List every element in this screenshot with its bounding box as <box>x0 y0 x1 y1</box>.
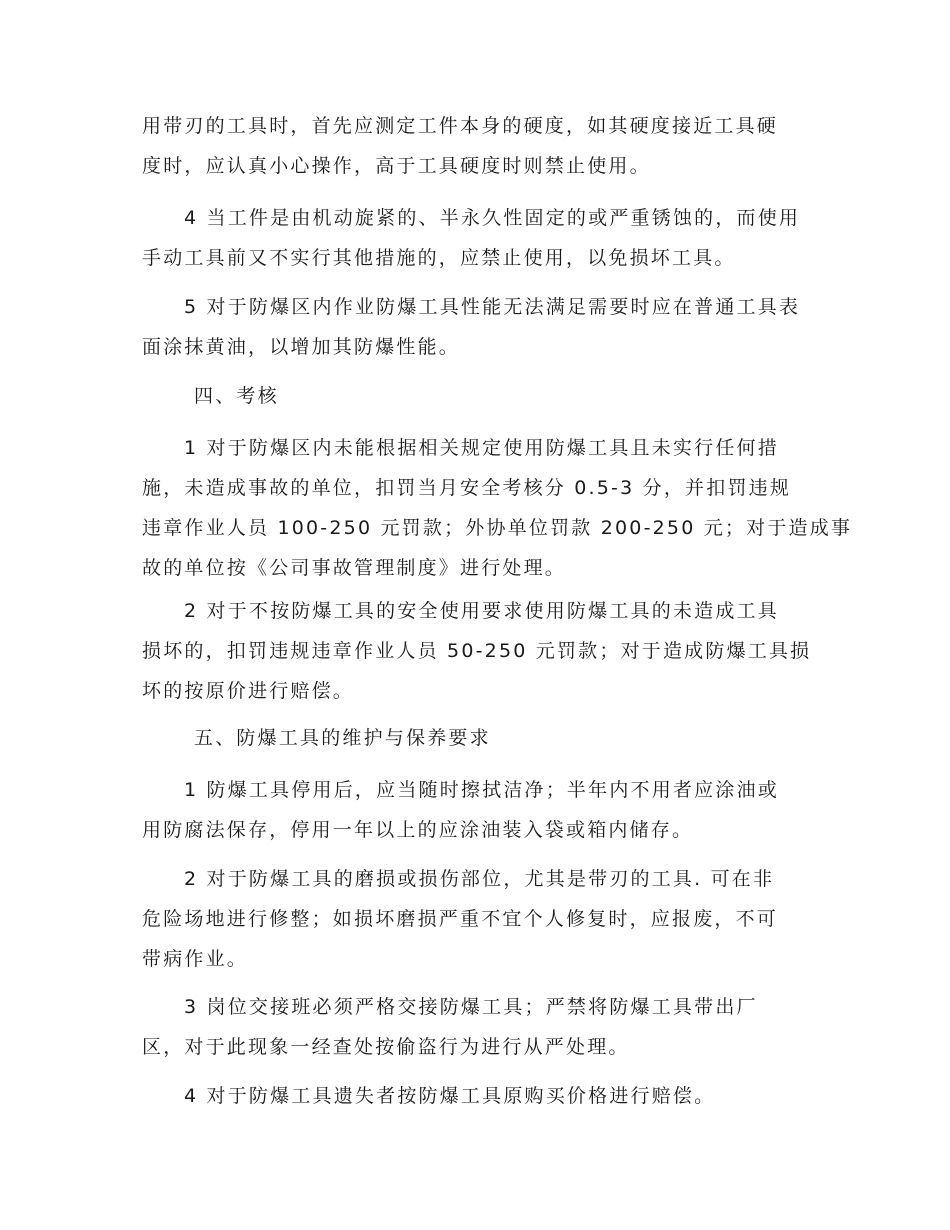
text-line: 1 对于防爆区内未能根据相关规定使用防爆工具且未实行任何措 <box>184 437 779 459</box>
text-line: 面涂抹黄油，以增加其防爆性能。 <box>142 336 461 358</box>
paragraph-assessment-1 <box>142 432 853 584</box>
text-line: 度时，应认真小心操作，高于工具硬度时则禁止使用。 <box>142 155 651 177</box>
paragraph-item-4 <box>142 202 810 274</box>
text-line: 2 对于不按防爆工具的安全使用要求使用防爆工具的未造成工具 <box>184 600 779 622</box>
text-line: 损坏的，扣罚违规违章作业人员 50-250 元罚款；对于造成防爆工具损 <box>142 640 812 662</box>
text-line: 违章作业人员 100-250 元罚款；外协单位罚款 200-250 元；对于造成事 <box>142 517 853 539</box>
text-line: 1 防爆工具停用后，应当随时擦拭洁净；半年内不用者应涂油或 <box>184 779 779 801</box>
text-line: 带病作业。 <box>142 948 249 970</box>
paragraph-continuation <box>142 110 810 182</box>
paragraph-maintenance-2 <box>142 863 810 975</box>
section-heading-maintenance <box>142 722 810 754</box>
text-line: 危险场地进行修整；如损坏磨损严重不宜个人修复时，应报废，不可 <box>142 908 779 930</box>
text-line: 故的单位按《公司事故管理制度》进行处理。 <box>142 557 567 579</box>
heading-text: 四、考核 <box>194 385 279 407</box>
heading-text: 五、防爆工具的维护与保养要求 <box>194 727 491 749</box>
text-line: 4 对于防爆工具遗失者按防爆工具原购买价格进行赔偿。 <box>184 1085 716 1107</box>
text-line: 4 当工件是由机动旋紧的、半永久性固定的或严重锈蚀的，而使用 <box>184 207 801 229</box>
text-line: 手动工具前又不实行其他措施的，应禁止使用，以免损坏工具。 <box>142 247 736 269</box>
text-line: 用带刃的工具时，首先应测定工件本身的硬度，如其硬度接近工具硬 <box>142 115 779 137</box>
text-line: 3 岗位交接班必须严格交接防爆工具；严禁将防爆工具带出厂 <box>184 996 758 1018</box>
section-heading-assessment <box>142 380 810 412</box>
paragraph-maintenance-4 <box>142 1080 810 1112</box>
paragraph-item-5 <box>142 291 810 363</box>
text-line: 用防腐法保存，停用一年以上的应涂油装入袋或箱内储存。 <box>142 819 694 841</box>
text-line: 坏的按原价进行赔偿。 <box>142 680 355 702</box>
text-line: 5 对于防爆区内作业防爆工具性能无法满足需要时应在普通工具表 <box>184 296 801 318</box>
paragraph-assessment-2 <box>142 595 810 707</box>
text-line: 区，对于此现象一经查处按偷盗行为进行从严处理。 <box>142 1036 630 1058</box>
paragraph-maintenance-1 <box>142 774 810 846</box>
text-line: 施，未造成事故的单位，扣罚当月安全考核分 0.5-3 分，并扣罚违规 <box>142 477 792 499</box>
text-line: 2 对于防爆工具的磨损或损伤部位，尤其是带刃的工具. 可在非 <box>184 868 775 890</box>
paragraph-maintenance-3 <box>142 991 810 1063</box>
